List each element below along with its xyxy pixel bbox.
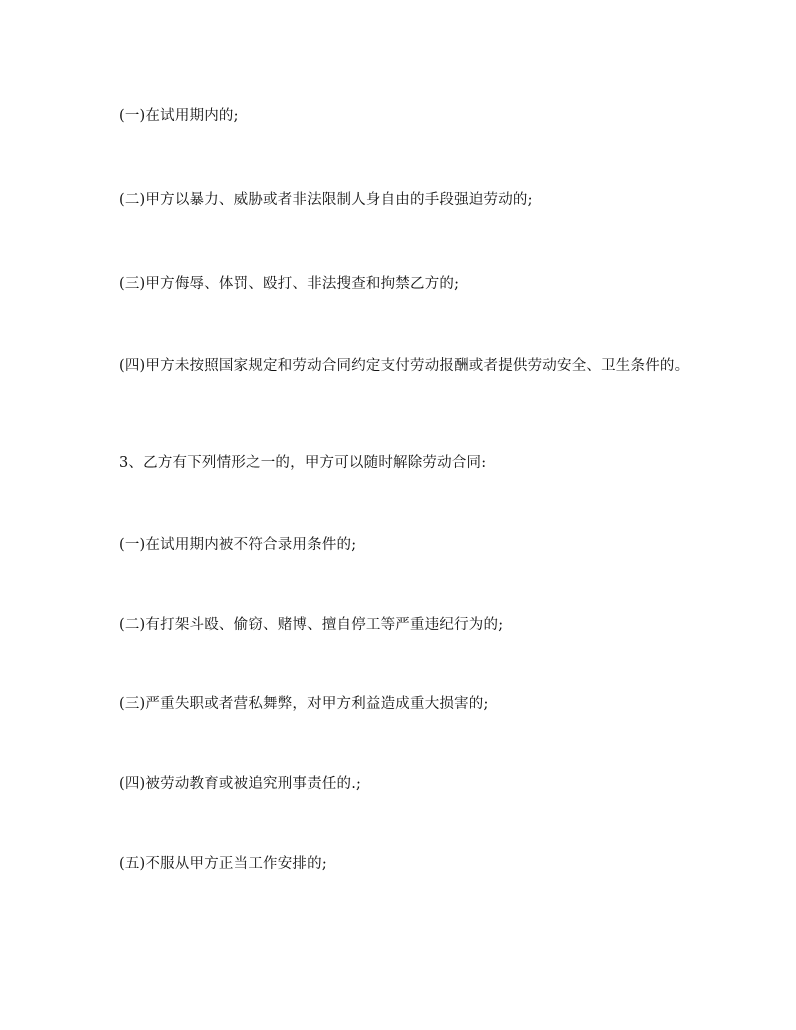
paragraph-10: (五)不服从甲方正当工作安排的;	[119, 856, 327, 872]
paragraph-8: (三)严重失职或者营私舞弊，对甲方利益造成重大损害的;	[119, 696, 489, 712]
paragraph-1: (一)在试用期内的;	[119, 108, 239, 124]
paragraph-9: (四)被劳动教育或被追究刑事责任的.;	[119, 776, 362, 792]
paragraph-7: (二)有打架斗殴、偷窃、赌博、擅自停工等严重违纪行为的;	[119, 617, 504, 633]
paragraph-5: 3、乙方有下列情形之一的，甲方可以随时解除劳动合同:	[119, 455, 487, 471]
paragraph-4: (四)甲方未按照国家规定和劳动合同约定支付劳动报酬或者提供劳动安全、卫生条件的。	[119, 358, 690, 374]
paragraph-6: (一)在试用期内被不符合录用条件的;	[119, 537, 357, 553]
paragraph-3: (三)甲方侮辱、体罚、殴打、非法搜查和拘禁乙方的;	[119, 276, 460, 292]
paragraph-2: (二)甲方以暴力、威胁或者非法限制人身自由的手段强迫劳动的;	[119, 192, 533, 208]
